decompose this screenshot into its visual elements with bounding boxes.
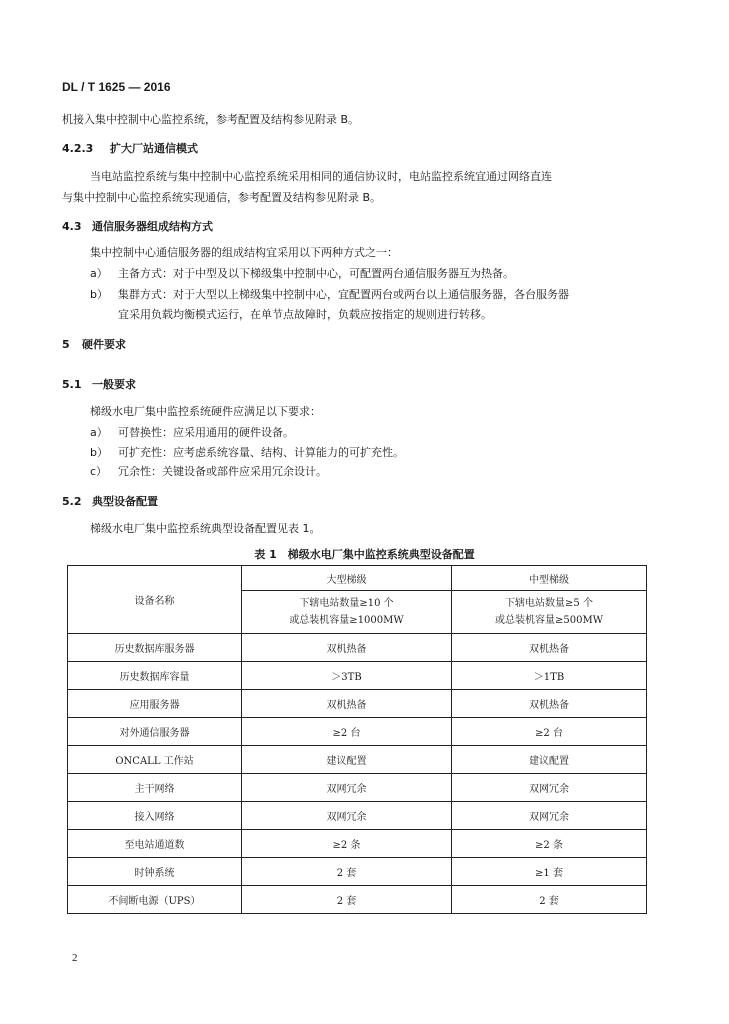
section-title: 扩大厂站通信模式	[110, 142, 198, 155]
section-heading-5-2	[62, 493, 158, 509]
paragraph-line: 集中控制中心通信服务器的组成结构宜采用以下两种方式之一：	[90, 246, 398, 259]
section-title: 通信服务器组成结构方式	[92, 220, 213, 233]
table-row	[68, 774, 647, 802]
list-marker: c）	[90, 465, 108, 478]
cell-equipment: 至电站通道数	[68, 830, 242, 858]
section-number: 4.3	[62, 220, 82, 233]
section-heading-4-3	[62, 218, 213, 234]
table-row	[68, 830, 647, 858]
paragraph-line: 当电站监控系统与集中控制中心监控系统采用相同的通信协议时，电站监控系统宜通过网络直连	[90, 170, 552, 183]
table-row	[68, 746, 647, 774]
cell-medium: 双网冗余	[452, 774, 647, 802]
header-medium-criteria	[452, 591, 647, 634]
section-heading-4-2-3	[62, 140, 198, 156]
list-marker: b）	[90, 446, 108, 459]
section-title: 典型设备配置	[92, 495, 158, 508]
header-large-cascade: 大型梯级	[242, 566, 452, 591]
list-item	[90, 424, 294, 440]
standard-code-header: DL / T 1625 — 2016	[62, 80, 171, 94]
equipment-config-table	[67, 565, 647, 914]
cell-equipment: 不间断电源（UPS）	[68, 886, 242, 914]
criteria-line: 或总装机容量≥1000MW	[289, 615, 404, 626]
cell-large: 2 套	[242, 886, 452, 914]
cell-large: 建议配置	[242, 746, 452, 774]
cell-large: 双网冗余	[242, 802, 452, 830]
section-number: 5.1	[62, 378, 82, 391]
section-title: 硬件要求	[82, 338, 126, 351]
criteria-line: 或总装机容量≥500MW	[495, 615, 603, 626]
section-title: 一般要求	[92, 378, 136, 391]
cell-medium: 建议配置	[452, 746, 647, 774]
table-row	[68, 886, 647, 914]
list-item	[90, 444, 404, 460]
cell-equipment: 接入网络	[68, 802, 242, 830]
cell-equipment: 对外通信服务器	[68, 718, 242, 746]
header-equipment-name: 设备名称	[68, 566, 242, 634]
list-text: 集群方式：对于大型以上梯级集中控制中心，宜配置两台或两台以上通信服务器，各台服务器	[118, 288, 569, 301]
cell-medium: 双网冗余	[452, 802, 647, 830]
page-number: 2	[72, 952, 78, 964]
table-row	[68, 858, 647, 886]
cell-medium: ＞1TB	[452, 662, 647, 690]
cell-medium: ≥2 条	[452, 830, 647, 858]
table-caption: 表 1 梯级水电厂集中监控系统典型设备配置	[254, 548, 475, 561]
section-heading-5	[62, 336, 126, 352]
list-text: 冗余性：关键设备或部件应采用冗余设计。	[118, 465, 327, 478]
paragraph-line: 梯级水电厂集中监控系统典型设备配置见表 1。	[90, 522, 321, 535]
section-number: 5.2	[62, 495, 82, 508]
cell-equipment: 历史数据库服务器	[68, 634, 242, 662]
cell-large: 双机热备	[242, 634, 452, 662]
table-row	[68, 690, 647, 718]
cell-medium: ≥1 套	[452, 858, 647, 886]
table-row	[68, 662, 647, 690]
header-medium-cascade: 中型梯级	[452, 566, 647, 591]
list-item	[90, 463, 327, 479]
cell-large: ≥2 条	[242, 830, 452, 858]
cell-equipment: 应用服务器	[68, 690, 242, 718]
cell-large: ＞3TB	[242, 662, 452, 690]
cell-equipment: 时钟系统	[68, 858, 242, 886]
paragraph-continuation: 机接入集中控制中心监控系统，参考配置及结构参见附录 B。	[62, 113, 360, 126]
list-text: 可扩充性：应考虑系统容量、结构、计算能力的可扩充性。	[118, 446, 404, 459]
table-row	[68, 802, 647, 830]
cell-large: ≥2 台	[242, 718, 452, 746]
cell-equipment: 主干网络	[68, 774, 242, 802]
paragraph-line: 与集中控制中心监控系统实现通信，参考配置及结构参见附录 B。	[62, 191, 382, 204]
criteria-line: 下辖电站数量≥10 个	[299, 598, 394, 609]
cell-large: 2 套	[242, 858, 452, 886]
table-row	[68, 718, 647, 746]
cell-medium: 2 套	[452, 886, 647, 914]
cell-large: 双网冗余	[242, 774, 452, 802]
list-item	[90, 286, 569, 302]
list-text: 可替换性：应采用通用的硬件设备。	[118, 426, 294, 439]
cell-equipment: 历史数据库容量	[68, 662, 242, 690]
list-marker: a）	[90, 267, 108, 280]
criteria-line: 下辖电站数量≥5 个	[505, 598, 593, 609]
list-item-continuation: 宜采用负载均衡模式运行，在单节点故障时，负载应按指定的规则进行转移。	[118, 308, 492, 321]
list-marker: a）	[90, 426, 108, 439]
cell-equipment: ONCALL 工作站	[68, 746, 242, 774]
cell-medium: 双机热备	[452, 690, 647, 718]
cell-medium: 双机热备	[452, 634, 647, 662]
list-text: 主备方式：对于中型及以下梯级集中控制中心，可配置两台通信服务器互为热备。	[118, 267, 514, 280]
list-item	[90, 265, 514, 281]
section-number: 5	[62, 338, 70, 351]
cell-large: 双机热备	[242, 690, 452, 718]
list-marker: b）	[90, 288, 108, 301]
cell-medium: ≥2 台	[452, 718, 647, 746]
table-row	[68, 634, 647, 662]
section-number: 4.2.3	[62, 142, 94, 155]
section-heading-5-1	[62, 376, 136, 392]
header-large-criteria	[242, 591, 452, 634]
paragraph-line: 梯级水电厂集中监控系统硬件应满足以下要求：	[90, 405, 321, 418]
